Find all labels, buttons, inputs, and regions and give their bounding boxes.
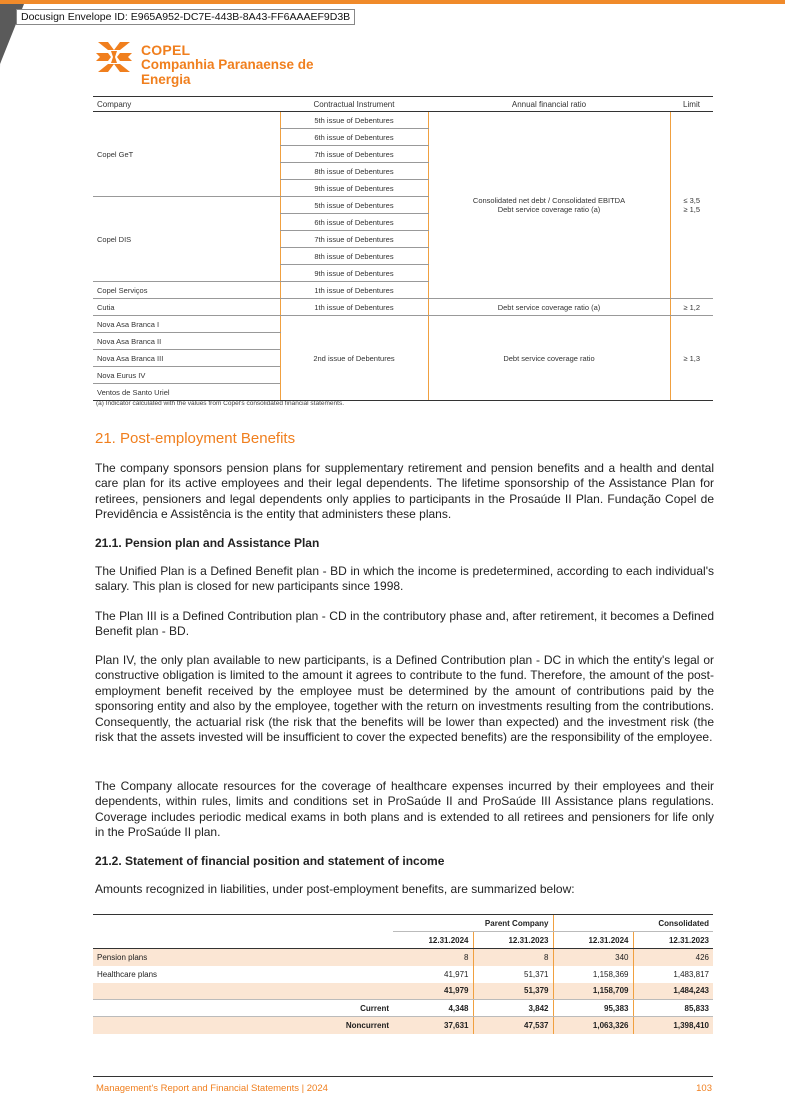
date-header: 12.31.2023 <box>633 932 713 949</box>
row-label: Pension plans <box>93 949 393 966</box>
ratio-cell: Debt service coverage ratio <box>428 316 670 401</box>
value-cell: 1,484,243 <box>633 983 713 1000</box>
brand-full-name: Companhia Paranaense de Energia <box>141 57 314 87</box>
subsection-title-21-1: 21.1. Pension plan and Assistance Plan <box>95 536 320 550</box>
ratio-line-2: Debt service coverage ratio (a) <box>497 205 601 214</box>
instrument-cell: 6th issue of Debentures <box>280 129 428 146</box>
group-header-row <box>93 915 713 932</box>
docusign-envelope-id: Docusign Envelope ID: E965A952-DC7E-443B-8A43-FF6AAAEF9D3B <box>16 9 355 25</box>
table-row <box>93 316 713 333</box>
company-cell: Nova Asa Branca II <box>93 333 280 350</box>
company-cell: Ventos de Santo Uriel <box>93 384 280 401</box>
value-cell: 1,483,817 <box>633 966 713 983</box>
value-cell: 8 <box>473 949 553 966</box>
group-consolidated: Consolidated <box>553 915 713 932</box>
row-label: Noncurrent <box>93 1017 393 1034</box>
value-cell: 41,979 <box>393 983 473 1000</box>
copel-logo <box>96 40 366 87</box>
footer-title: Management's Report and Financial Statements | 2024 <box>96 1083 328 1094</box>
value-cell: 95,383 <box>553 1000 633 1017</box>
company-cell: Cutia <box>93 299 280 316</box>
col-limit: Limit <box>670 97 713 112</box>
row-label <box>93 983 393 1000</box>
group-parent-company: Parent Company <box>393 915 553 932</box>
limit-line-1: ≤ 3,5 <box>683 196 701 205</box>
instrument-cell: 1th issue of Debentures <box>280 299 428 316</box>
limit-cell-main <box>670 112 713 299</box>
covenants-table <box>93 96 713 401</box>
date-header: 12.31.2024 <box>553 932 633 949</box>
instrument-cell: 5th issue of Debentures <box>280 112 428 129</box>
copel-logo-icon <box>96 40 132 74</box>
instrument-cell: 9th issue of Debentures <box>280 265 428 282</box>
section-intro: The company sponsors pension plans for supplementary retirement and pension benefits and a health and dental care plan for its active employees and their legal dependents. The lifetime sponsorship of the Assistance Plan for retirees, pensioners and legal dependents only applies to participants in the Prosaúde II Plan. Fundação Copel de Previdência e Assistência is the entity that administers these plans. <box>95 461 714 522</box>
value-cell: 41,971 <box>444 969 469 979</box>
instrument-cell: 6th issue of Debentures <box>280 214 428 231</box>
noncurrent-row <box>93 1017 713 1034</box>
instrument-cell: 7th issue of Debentures <box>280 231 428 248</box>
instrument-cell: 2nd issue of Debentures <box>280 316 428 401</box>
section-title: 21. Post-employment Benefits <box>95 430 296 447</box>
instrument-cell: 7th issue of Debentures <box>280 146 428 163</box>
instrument-cell: 8th issue of Debentures <box>280 163 428 180</box>
limit-line-2: ≥ 1,5 <box>683 205 701 214</box>
ratio-cell: Debt service coverage ratio (a) <box>428 299 670 316</box>
table-row <box>93 949 713 966</box>
col-instrument: Contractual Instrument <box>280 97 428 112</box>
company-cell: Nova Asa Branca III <box>93 350 280 367</box>
empty-header <box>93 932 393 949</box>
paragraph-amounts: Amounts recognized in liabilities, under post-employment benefits, are summarized below: <box>95 882 575 896</box>
instrument-cell: 5th issue of Debentures <box>280 197 428 214</box>
subsection-title-21-2: 21.2. Statement of financial position and statement of income <box>95 854 445 868</box>
instrument-cell: 8th issue of Debentures <box>280 248 428 265</box>
value-cell: 340 <box>553 949 633 966</box>
ratio-line-1: Consolidated net debt / Consolidated EBITDA <box>472 196 626 205</box>
date-header: 12.31.2023 <box>473 932 553 949</box>
company-cell: Copel Serviços <box>93 282 280 299</box>
table-row <box>93 112 713 129</box>
table-row <box>93 299 713 316</box>
instrument-cell: 9th issue of Debentures <box>280 180 428 197</box>
date-header: 12.31.2024 <box>393 932 473 949</box>
value-cell: 85,833 <box>633 1000 713 1017</box>
value-cell: 1,398,410 <box>633 1017 713 1034</box>
value-cell: 47,537 <box>473 1017 553 1034</box>
limit-cell: ≥ 1,2 <box>670 299 713 316</box>
brand-name: COPEL <box>141 42 191 58</box>
date-header-row <box>93 932 713 949</box>
table-row <box>93 966 713 983</box>
company-cell: Copel DIS <box>93 197 280 282</box>
paragraph-unified-plan: The Unified Plan is a Defined Benefit plan - BD in which the income is predetermined, according to each individual's salary. This plan is closed for new participants since 1998. <box>95 564 714 594</box>
value-cell: 51,371 <box>473 966 553 983</box>
value-cell: 3,842 <box>473 1000 553 1017</box>
company-cell: Nova Eurus IV <box>93 367 280 384</box>
row-label: Current <box>93 1000 393 1017</box>
empty-header <box>93 915 393 932</box>
limit-cell: ≥ 1,3 <box>670 316 713 401</box>
footer-divider <box>93 1076 713 1077</box>
paragraph-healthcare: The Company allocate resources for the coverage of healthcare expenses incurred by their employees and their dependents, within rules, limits and conditions set in ProSaúde II and ProSaúde III Assistance plans regulations. Coverage includes periodic medical exams in both plans and is extended to all retirees and pensioners for life only in the ProSaúde II plan. <box>95 779 714 840</box>
benefits-table <box>93 914 713 1034</box>
page-number: 103 <box>696 1083 712 1094</box>
top-accent-bar <box>0 0 785 4</box>
value-cell: 37,631 <box>393 1017 473 1034</box>
paragraph-plan-iii: The Plan III is a Defined Contribution plan - CD in the contributory phase and, after retirement, it becomes a Defined Benefit plan - BD. <box>95 609 714 639</box>
value-cell: 1,158,709 <box>553 983 633 1000</box>
row-label: Healthcare plans <box>97 969 158 979</box>
table-header-row <box>93 97 713 112</box>
col-company: Company <box>93 97 280 112</box>
instrument-cell: 1th issue of Debentures <box>280 282 428 299</box>
col-ratio: Annual financial ratio <box>428 97 670 112</box>
current-row <box>93 1000 713 1017</box>
value-cell: 4,348 <box>393 1000 473 1017</box>
total-row <box>93 983 713 1000</box>
ratio-cell-main <box>428 112 670 299</box>
table-footnote: (a) Indicator calculated with the values from Copel's consolidated financial statements. <box>96 400 345 407</box>
company-cell: Nova Asa Branca I <box>93 316 280 333</box>
value-cell: 1,158,369 <box>553 966 633 983</box>
value-cell: 8 <box>393 949 473 966</box>
paragraph-plan-iv: Plan IV, the only plan available to new participants, is a Defined Contribution plan - DC in which the entity's legal or constructive obligation is limited to the amount it agrees to contribute to the fund. Therefore, the amount of the post-employment benefit received by the employee must be determined by the amount of contributions paid by the sponsoring entity and also by the employee, together with the return on investments resulting from the contributions. Consequently, the actuarial risk (the risk that the benefits will be lower than expected) and the investment risk (the risk that the assets invested will be insufficient to cover the expected benefits) are the responsibility of the employee. <box>95 653 714 745</box>
value-cell: 51,379 <box>473 983 553 1000</box>
company-cell: Copel GeT <box>93 112 280 197</box>
value-cell: 1,063,326 <box>553 1017 633 1034</box>
value-cell: 426 <box>633 949 713 966</box>
